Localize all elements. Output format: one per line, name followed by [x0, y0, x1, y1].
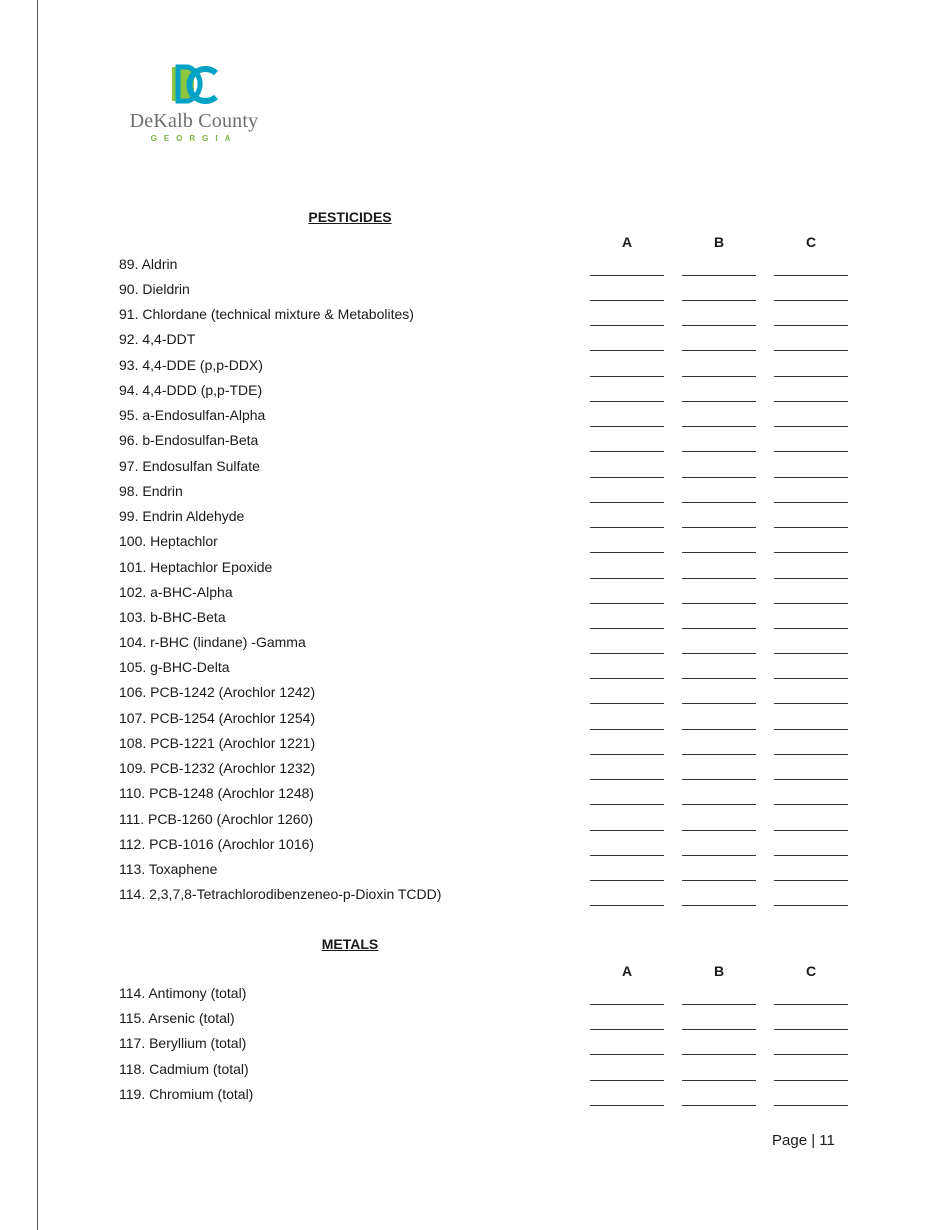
table-row — [119, 1061, 859, 1086]
metals-col-c-header: C — [805, 963, 817, 979]
blank-field-a[interactable] — [590, 275, 664, 276]
table-row — [119, 710, 859, 735]
page-number: Page | 11 — [772, 1132, 835, 1149]
row-label: 99. Endrin Aldehyde — [119, 508, 245, 524]
table-row — [119, 861, 859, 886]
dekalb-county-logo — [126, 64, 266, 146]
table-row — [119, 508, 859, 533]
blank-field-b[interactable] — [682, 451, 756, 452]
metals-col-b-header: B — [713, 963, 725, 979]
table-row — [119, 559, 859, 584]
row-label: 95. a-Endosulfan-Alpha — [119, 407, 266, 423]
blank-field-b[interactable] — [682, 830, 756, 831]
table-row — [119, 331, 859, 356]
blank-field-a[interactable] — [590, 628, 664, 629]
blank-field-b[interactable] — [682, 578, 756, 579]
table-row — [119, 1035, 859, 1060]
blank-field-a[interactable] — [590, 804, 664, 805]
row-label: 115. Arsenic (total) — [119, 1010, 235, 1026]
blank-field-a[interactable] — [590, 603, 664, 604]
row-label: 89. Aldrin — [119, 256, 178, 272]
row-label: 111. PCB-1260 (Arochlor 1260) — [119, 811, 314, 827]
blank-field-a[interactable] — [590, 703, 664, 704]
table-row — [119, 256, 859, 281]
table-row — [119, 584, 859, 609]
table-row — [119, 458, 859, 483]
blank-field-b[interactable] — [682, 1029, 756, 1030]
blank-field-c[interactable] — [774, 325, 848, 326]
blank-field-c[interactable] — [774, 1105, 848, 1106]
row-label: 112. PCB-1016 (Arochlor 1016) — [119, 836, 315, 852]
row-label: 90. Dieldrin — [119, 281, 190, 297]
blank-field-c[interactable] — [774, 1004, 848, 1005]
table-row — [119, 836, 859, 861]
row-label: 91. Chlordane (technical mixture & Metabolites) — [119, 306, 414, 322]
blank-field-c[interactable] — [774, 275, 848, 276]
blank-field-b[interactable] — [682, 275, 756, 276]
row-label: 119. Chromium (total) — [119, 1086, 254, 1102]
blank-field-b[interactable] — [682, 527, 756, 528]
blank-field-c[interactable] — [774, 754, 848, 755]
table-row — [119, 609, 859, 634]
blank-field-b[interactable] — [682, 376, 756, 377]
blank-field-c[interactable] — [774, 350, 848, 351]
blank-field-a[interactable] — [590, 552, 664, 553]
blank-field-b[interactable] — [682, 426, 756, 427]
row-label: 117. Beryllium (total) — [119, 1035, 247, 1051]
table-row — [119, 407, 859, 432]
logo-state: GEORGIA — [150, 134, 238, 143]
blank-field-a[interactable] — [590, 1080, 664, 1081]
blank-field-c[interactable] — [774, 830, 848, 831]
row-label: 113. Toxaphene — [119, 861, 218, 877]
row-label: 100. Heptachlor — [119, 533, 218, 549]
blank-field-a[interactable] — [590, 451, 664, 452]
blank-field-a[interactable] — [590, 855, 664, 856]
blank-field-c[interactable] — [774, 376, 848, 377]
table-row — [119, 659, 859, 684]
blank-field-c[interactable] — [774, 300, 848, 301]
pesticides-col-b-header: B — [713, 234, 725, 250]
blank-field-b[interactable] — [682, 603, 756, 604]
blank-field-a[interactable] — [590, 1004, 664, 1005]
table-row — [119, 634, 859, 659]
row-label: 106. PCB-1242 (Arochlor 1242) — [119, 684, 316, 700]
blank-field-c[interactable] — [774, 779, 848, 780]
blank-field-c[interactable] — [774, 527, 848, 528]
blank-field-b[interactable] — [682, 729, 756, 730]
table-row — [119, 1086, 859, 1111]
blank-field-a[interactable] — [590, 527, 664, 528]
row-label: 102. a-BHC-Alpha — [119, 584, 233, 600]
blank-field-a[interactable] — [590, 300, 664, 301]
blank-field-a[interactable] — [590, 376, 664, 377]
row-label: 98. Endrin — [119, 483, 183, 499]
row-label: 104. r-BHC (lindane) -Gamma — [119, 634, 306, 650]
blank-field-b[interactable] — [682, 678, 756, 679]
blank-field-b[interactable] — [682, 628, 756, 629]
blank-field-a[interactable] — [590, 754, 664, 755]
table-row — [119, 432, 859, 457]
blank-field-c[interactable] — [774, 502, 848, 503]
blank-field-a[interactable] — [590, 905, 664, 906]
table-row — [119, 1010, 859, 1035]
blank-field-c[interactable] — [774, 426, 848, 427]
blank-field-c[interactable] — [774, 1029, 848, 1030]
logo-name: DeKalb County — [129, 110, 259, 132]
row-label: 118. Cadmium (total) — [119, 1061, 249, 1077]
blank-field-a[interactable] — [590, 1054, 664, 1055]
blank-field-c[interactable] — [774, 880, 848, 881]
blank-field-b[interactable] — [682, 905, 756, 906]
row-label: 110. PCB-1248 (Arochlor 1248) — [119, 785, 315, 801]
blank-field-a[interactable] — [590, 502, 664, 503]
page-left-border — [37, 0, 38, 1230]
row-label: 105. g-BHC-Delta — [119, 659, 230, 675]
table-row — [119, 357, 859, 382]
pesticides-col-c-header: C — [805, 234, 817, 250]
blank-field-c[interactable] — [774, 804, 848, 805]
row-label: 108. PCB-1221 (Arochlor 1221) — [119, 735, 316, 751]
row-label: 107. PCB-1254 (Arochlor 1254) — [119, 710, 316, 726]
metals-col-a-header: A — [621, 963, 633, 979]
table-row — [119, 985, 859, 1010]
blank-field-b[interactable] — [682, 703, 756, 704]
blank-field-c[interactable] — [774, 451, 848, 452]
blank-field-b[interactable] — [682, 1080, 756, 1081]
blank-field-a[interactable] — [590, 729, 664, 730]
blank-field-c[interactable] — [774, 729, 848, 730]
row-label: 97. Endosulfan Sulfate — [119, 458, 260, 474]
blank-field-b[interactable] — [682, 325, 756, 326]
blank-field-a[interactable] — [590, 653, 664, 654]
table-row — [119, 811, 859, 836]
blank-field-c[interactable] — [774, 603, 848, 604]
blank-field-b[interactable] — [682, 653, 756, 654]
blank-field-a[interactable] — [590, 350, 664, 351]
table-row — [119, 533, 859, 558]
blank-field-a[interactable] — [590, 426, 664, 427]
blank-field-a[interactable] — [590, 1029, 664, 1030]
blank-field-a[interactable] — [590, 325, 664, 326]
table-row — [119, 306, 859, 331]
row-label: 92. 4,4-DDT — [119, 331, 196, 347]
blank-field-b[interactable] — [682, 754, 756, 755]
blank-field-b[interactable] — [682, 1105, 756, 1106]
blank-field-a[interactable] — [590, 477, 664, 478]
row-label: 101. Heptachlor Epoxide — [119, 559, 273, 575]
table-row — [119, 886, 859, 911]
blank-field-b[interactable] — [682, 779, 756, 780]
row-label: 94. 4,4-DDD (p,p-TDE) — [119, 382, 263, 398]
blank-field-c[interactable] — [774, 703, 848, 704]
table-row — [119, 483, 859, 508]
blank-field-b[interactable] — [682, 401, 756, 402]
blank-field-a[interactable] — [590, 578, 664, 579]
blank-field-c[interactable] — [774, 628, 848, 629]
blank-field-c[interactable] — [774, 855, 848, 856]
blank-field-a[interactable] — [590, 779, 664, 780]
blank-field-b[interactable] — [682, 1004, 756, 1005]
blank-field-a[interactable] — [590, 1105, 664, 1106]
blank-field-c[interactable] — [774, 401, 848, 402]
blank-field-b[interactable] — [682, 804, 756, 805]
table-row — [119, 735, 859, 760]
blank-field-b[interactable] — [682, 1054, 756, 1055]
row-label: 96. b-Endosulfan-Beta — [119, 432, 259, 448]
table-row — [119, 760, 859, 785]
row-label: 114. Antimony (total) — [119, 985, 247, 1001]
blank-field-b[interactable] — [682, 300, 756, 301]
blank-field-c[interactable] — [774, 477, 848, 478]
blank-field-b[interactable] — [682, 502, 756, 503]
blank-field-a[interactable] — [590, 880, 664, 881]
blank-field-a[interactable] — [590, 830, 664, 831]
metals-title: METALS — [321, 936, 379, 952]
blank-field-b[interactable] — [682, 855, 756, 856]
table-row — [119, 785, 859, 810]
blank-field-c[interactable] — [774, 552, 848, 553]
row-label: 93. 4,4-DDE (p,p-DDX) — [119, 357, 263, 373]
pesticides-title: PESTICIDES — [308, 209, 392, 225]
table-row — [119, 382, 859, 407]
table-row — [119, 281, 859, 306]
blank-field-a[interactable] — [590, 401, 664, 402]
row-label: 114. 2,3,7,8-Tetrachlorodibenzeneo-p-Dioxin TCDD) — [119, 886, 442, 902]
blank-field-c[interactable] — [774, 1080, 848, 1081]
dc-monogram-icon — [170, 64, 220, 106]
blank-field-b[interactable] — [682, 880, 756, 881]
blank-field-c[interactable] — [774, 905, 848, 906]
blank-field-b[interactable] — [682, 350, 756, 351]
blank-field-a[interactable] — [590, 678, 664, 679]
blank-field-c[interactable] — [774, 678, 848, 679]
blank-field-b[interactable] — [682, 552, 756, 553]
blank-field-c[interactable] — [774, 653, 848, 654]
blank-field-c[interactable] — [774, 1054, 848, 1055]
blank-field-c[interactable] — [774, 578, 848, 579]
row-label: 109. PCB-1232 (Arochlor 1232) — [119, 760, 316, 776]
blank-field-b[interactable] — [682, 477, 756, 478]
pesticides-col-a-header: A — [621, 234, 633, 250]
table-row — [119, 684, 859, 709]
row-label: 103. b-BHC-Beta — [119, 609, 226, 625]
